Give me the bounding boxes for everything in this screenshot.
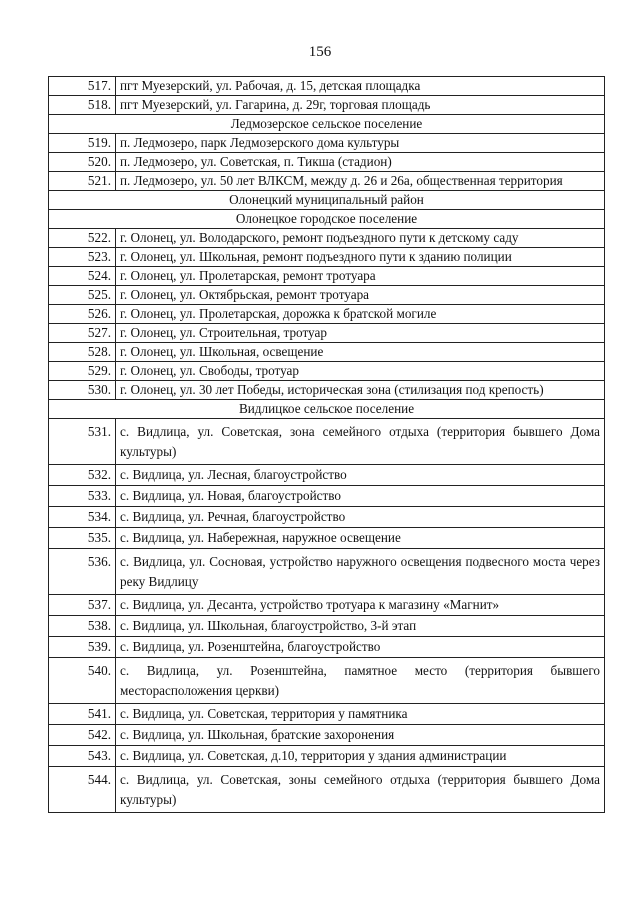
row-number: 522. xyxy=(49,229,116,248)
table-row xyxy=(49,172,605,191)
table-row xyxy=(49,658,605,704)
row-text: с. Видлица, ул. Лесная, благоустройство xyxy=(116,465,605,486)
row-number: 540. xyxy=(49,658,116,704)
row-text: с. Видлица, ул. Розенштейна, памятное место (территория бывшего месторасположения церкви) xyxy=(116,658,605,704)
table-row xyxy=(49,725,605,746)
table-row xyxy=(49,507,605,528)
row-number: 532. xyxy=(49,465,116,486)
row-text: с. Видлица, ул. Сосновая, устройство наружного освещения подвесного моста через реку Видлицу xyxy=(116,549,605,595)
row-number: 544. xyxy=(49,767,116,813)
row-number: 518. xyxy=(49,96,116,115)
table-row xyxy=(49,343,605,362)
section-header-row xyxy=(49,400,605,419)
row-text: г. Олонец, ул. Строительная, тротуар xyxy=(116,324,605,343)
row-number: 528. xyxy=(49,343,116,362)
row-text: с. Видлица, ул. Советская, территория у памятника xyxy=(116,704,605,725)
row-number: 527. xyxy=(49,324,116,343)
row-number: 529. xyxy=(49,362,116,381)
row-number: 531. xyxy=(49,419,116,465)
row-text: п. Ледмозеро, парк Ледмозерского дома культуры xyxy=(116,134,605,153)
row-text: с. Видлица, ул. Школьная, братские захоронения xyxy=(116,725,605,746)
row-number: 541. xyxy=(49,704,116,725)
table-row xyxy=(49,595,605,616)
table-row xyxy=(49,248,605,267)
row-text: пгт Муезерский, ул. Гагарина, д. 29г, торговая площадь xyxy=(116,96,605,115)
row-text: с. Видлица, ул. Советская, зоны семейного отдыха (территория бывшего Дома культуры) xyxy=(116,767,605,813)
row-number: 523. xyxy=(49,248,116,267)
row-text: с. Видлица, ул. Советская, зона семейного отдыха (территория бывшего Дома культуры) xyxy=(116,419,605,465)
row-text: п. Ледмозеро, ул. Советская, п. Тикша (стадион) xyxy=(116,153,605,172)
table-row xyxy=(49,381,605,400)
row-text: г. Олонец, ул. Свободы, тротуар xyxy=(116,362,605,381)
page-number: 156 xyxy=(308,44,332,60)
row-text: г. Олонец, ул. Володарского, ремонт подъездного пути к детскому саду xyxy=(116,229,605,248)
section-header-row xyxy=(49,191,605,210)
row-number: 536. xyxy=(49,549,116,595)
row-text: г. Олонец, ул. Пролетарская, ремонт тротуара xyxy=(116,267,605,286)
table-row xyxy=(49,704,605,725)
row-text: г. Олонец, ул. Пролетарская, дорожка к братской могиле xyxy=(116,305,605,324)
table-row xyxy=(49,465,605,486)
table-row xyxy=(49,419,605,465)
row-text: с. Видлица, ул. Розенштейна, благоустройство xyxy=(116,637,605,658)
row-number: 539. xyxy=(49,637,116,658)
section-header-row xyxy=(49,210,605,229)
table-row xyxy=(49,286,605,305)
section-header-row xyxy=(49,115,605,134)
row-text: г. Олонец, ул. Школьная, освещение xyxy=(116,343,605,362)
row-number: 543. xyxy=(49,746,116,767)
table-row xyxy=(49,362,605,381)
row-number: 530. xyxy=(49,381,116,400)
table-row xyxy=(49,324,605,343)
table-row xyxy=(49,746,605,767)
table-row xyxy=(49,486,605,507)
row-number: 534. xyxy=(49,507,116,528)
row-text: с. Видлица, ул. Новая, благоустройство xyxy=(116,486,605,507)
row-text: г. Олонец, ул. Школьная, ремонт подъездного пути к зданию полиции xyxy=(116,248,605,267)
row-number: 521. xyxy=(49,172,116,191)
table-row xyxy=(49,153,605,172)
row-text: с. Видлица, ул. Речная, благоустройство xyxy=(116,507,605,528)
row-text: с. Видлица, ул. Набережная, наружное освещение xyxy=(116,528,605,549)
row-number: 519. xyxy=(49,134,116,153)
row-number: 520. xyxy=(49,153,116,172)
row-number: 538. xyxy=(49,616,116,637)
section-heading: Олонецкое городское поселение xyxy=(49,210,605,229)
table-row xyxy=(49,767,605,813)
row-text: с. Видлица, ул. Советская, д.10, территория у здания администрации xyxy=(116,746,605,767)
row-text: г. Олонец, ул. Октябрьская, ремонт тротуара xyxy=(116,286,605,305)
section-heading: Ледмозерское сельское поселение xyxy=(49,115,605,134)
row-text: п. Ледмозеро, ул. 50 лет ВЛКСМ, между д. 26 и 26а, общественная территория xyxy=(116,172,605,191)
table-row xyxy=(49,305,605,324)
row-number: 526. xyxy=(49,305,116,324)
table-row xyxy=(49,528,605,549)
table-row xyxy=(49,77,605,96)
row-number: 525. xyxy=(49,286,116,305)
table-row xyxy=(49,134,605,153)
row-number: 542. xyxy=(49,725,116,746)
row-text: пгт Муезерский, ул. Рабочая, д. 15, детская площадка xyxy=(116,77,605,96)
row-number: 524. xyxy=(49,267,116,286)
row-number: 537. xyxy=(49,595,116,616)
section-heading: Видлицкое сельское поселение xyxy=(49,400,605,419)
table-row xyxy=(49,229,605,248)
table-row xyxy=(49,616,605,637)
section-heading: Олонецкий муниципальный район xyxy=(49,191,605,210)
table-row xyxy=(49,637,605,658)
table-row xyxy=(49,96,605,115)
table-row xyxy=(49,549,605,595)
row-number: 535. xyxy=(49,528,116,549)
table-row xyxy=(49,267,605,286)
row-number: 517. xyxy=(49,77,116,96)
row-text: с. Видлица, ул. Десанта, устройство тротуара к магазину «Магнит» xyxy=(116,595,605,616)
registry-table xyxy=(48,76,605,813)
row-text: г. Олонец, ул. 30 лет Победы, историческая зона (стилизация под крепость) xyxy=(116,381,605,400)
row-number: 533. xyxy=(49,486,116,507)
row-text: с. Видлица, ул. Школьная, благоустройство, 3-й этап xyxy=(116,616,605,637)
